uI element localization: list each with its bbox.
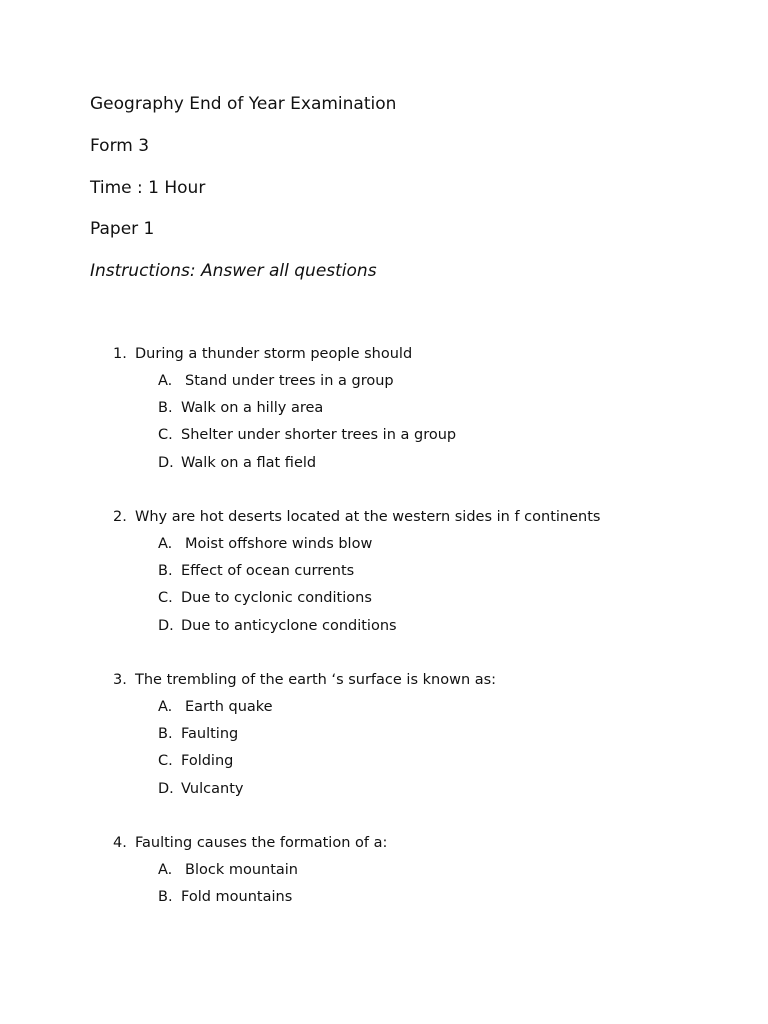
option-c bbox=[113, 751, 733, 778]
option-letter: D. bbox=[158, 617, 174, 634]
option-c bbox=[113, 425, 733, 452]
option-d bbox=[113, 453, 733, 480]
option-letter: B. bbox=[158, 889, 173, 906]
option-letter: D. bbox=[158, 454, 174, 471]
question-stem bbox=[113, 344, 733, 371]
option-letter: C. bbox=[158, 753, 173, 770]
question-1 bbox=[113, 344, 733, 480]
option-text: Vulcanty bbox=[181, 780, 244, 797]
option-text: Shelter under shorter trees in a group bbox=[181, 427, 457, 444]
question-text: Faulting causes the formation of a: bbox=[135, 835, 388, 851]
option-b bbox=[113, 398, 733, 425]
option-a bbox=[113, 697, 733, 724]
question-number: 2. bbox=[113, 509, 127, 525]
question-number: 1. bbox=[113, 346, 127, 362]
question-text: During a thunder storm people should bbox=[135, 346, 413, 362]
option-b bbox=[113, 724, 733, 751]
option-text: Walk on a flat field bbox=[181, 454, 317, 471]
question-number: 4. bbox=[113, 835, 127, 851]
question-stem bbox=[113, 507, 733, 534]
option-letter: D. bbox=[158, 780, 174, 797]
option-text: Earth quake bbox=[185, 699, 273, 715]
option-text: Walk on a hilly area bbox=[181, 400, 324, 417]
option-letter: A. bbox=[158, 862, 173, 878]
option-letter: A. bbox=[158, 373, 173, 389]
question-stem bbox=[113, 833, 733, 860]
paper-label: Paper 1 bbox=[90, 219, 155, 239]
option-b bbox=[113, 887, 733, 914]
option-letter: A. bbox=[158, 699, 173, 715]
question-stem bbox=[113, 670, 733, 697]
option-letter: B. bbox=[158, 563, 173, 580]
option-text: Fold mountains bbox=[181, 889, 293, 906]
option-a bbox=[113, 534, 733, 561]
question-number: 3. bbox=[113, 672, 127, 688]
option-letter: B. bbox=[158, 400, 173, 417]
form-label: Form 3 bbox=[90, 136, 150, 156]
option-b bbox=[113, 561, 733, 588]
question-4 bbox=[113, 833, 733, 914]
option-a bbox=[113, 371, 733, 398]
question-2 bbox=[113, 507, 733, 643]
option-text: Due to anticyclone conditions bbox=[181, 617, 397, 634]
instructions-text: Instructions: Answer all questions bbox=[90, 261, 377, 281]
option-d bbox=[113, 779, 733, 806]
option-d bbox=[113, 616, 733, 643]
option-letter: B. bbox=[158, 726, 173, 743]
option-letter: C. bbox=[158, 590, 173, 607]
option-text: Stand under trees in a group bbox=[185, 373, 394, 389]
option-text: Faulting bbox=[181, 726, 239, 743]
option-text: Block mountain bbox=[185, 862, 298, 878]
option-text: Moist offshore winds blow bbox=[185, 536, 373, 552]
option-text: Due to cyclonic conditions bbox=[181, 590, 372, 607]
exam-title: Geography End of Year Examination bbox=[90, 94, 397, 114]
option-letter: A. bbox=[158, 536, 173, 552]
option-text: Effect of ocean currents bbox=[181, 563, 355, 580]
question-3 bbox=[113, 670, 733, 806]
time-label: Time : 1 Hour bbox=[90, 178, 206, 198]
question-text: The trembling of the earth ‘s surface is known as: bbox=[135, 672, 497, 688]
question-text: Why are hot deserts located at the western sides in f continents bbox=[135, 509, 601, 525]
option-letter: C. bbox=[158, 427, 173, 444]
option-c bbox=[113, 588, 733, 615]
option-a bbox=[113, 860, 733, 887]
option-text: Folding bbox=[181, 753, 234, 770]
